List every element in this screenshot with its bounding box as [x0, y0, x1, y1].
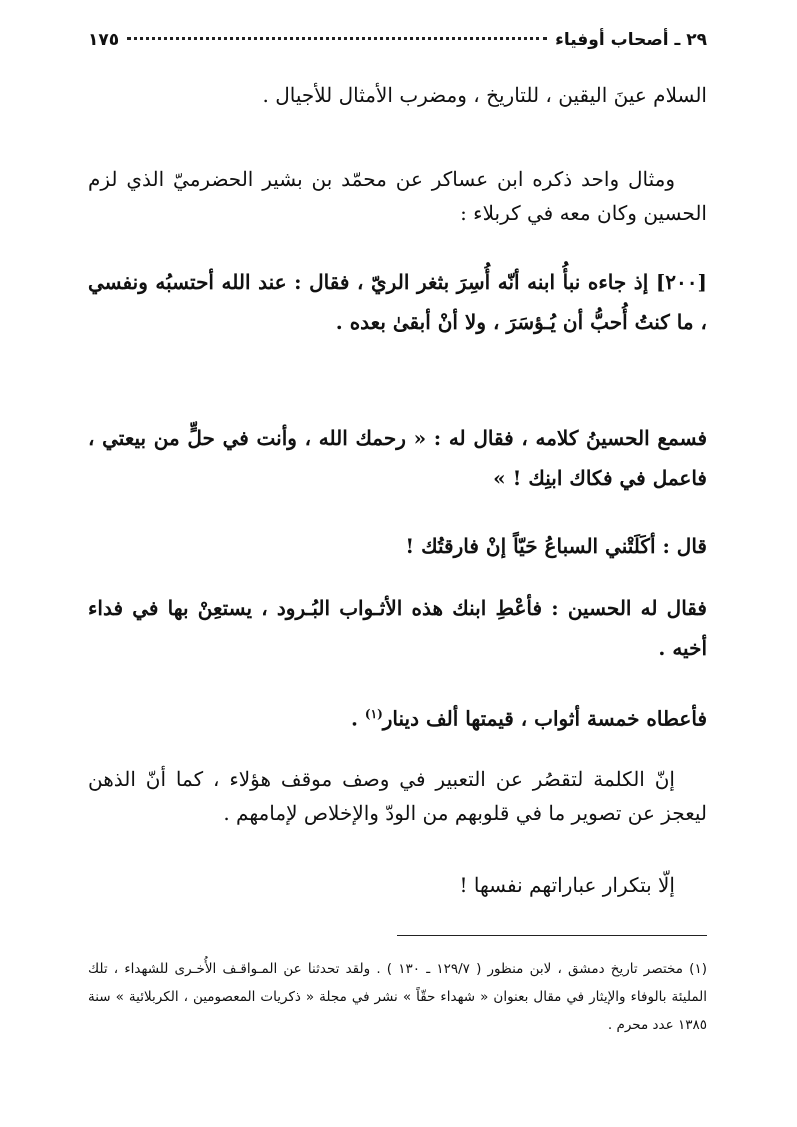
- header-dot-leader: [127, 37, 547, 40]
- quote-five-garments-text: فأعطاه خمسة أثواب ، قيمتها ألف دينار: [382, 706, 707, 731]
- quote-companion-answer: قال : أكَلَتْني السباعُ حَيّاً إنْ فارقتُك !: [405, 534, 707, 558]
- paragraph-example: ومثال واحد ذكره ابن عساكر عن محمّد بن بشير الحضرميّ الذي لزم الحسين وكان معه في كربلاء :: [88, 167, 707, 225]
- quote-hussain-reply: فسمع الحسينُ كلامه ، فقال له : « رحمك الله ، وأنت في حلٍّ من بيعتي ، فاعمل في فكاك ابنِك ! »: [88, 426, 707, 490]
- quote-news-of-son: [٢٠٠] إذ جاءه نبأُ ابنه أنّه أُسِرَ بثغر الريّ ، فقال : عند الله أحتسبُه ونفسي ، ما كنتُ أُحبُّ أن يُـؤسَرَ ، ولا أنْ أبقىٰ بعده .: [88, 270, 707, 334]
- footnote-separator: [397, 935, 707, 936]
- paragraph-closing: إلّا بتكرار عباراتهم نفسها !: [459, 873, 675, 897]
- page-number: ١٧٥: [88, 30, 120, 50]
- paragraph-intro: السلام عينَ اليقين ، للتاريخ ، ومضرب الأمثال للأجيال .: [262, 83, 707, 107]
- paragraph-commentary: إنّ الكلمة لتقصُر عن التعبير في وصف موقف هؤلاء ، كما أنّ الذهن ليعجز عن تصوير ما في قلوبهم من الودّ والإخلاص لإمامهم .: [88, 767, 707, 825]
- quote-hussain-gift: فقال له الحسين : فأعْطِ ابنك هذه الأثـواب البُـرود ، يستعِنْ بها في فداء أخيه .: [88, 596, 707, 660]
- page-header: [88, 30, 707, 50]
- quote-five-garments-end: .: [350, 706, 365, 731]
- footnote-text: (١) مختصر تاريخ دمشق ، لابن منظور ( ١٢٩/٧ ـ ١٣٠ ) . ولقد تحدثنا عن المـواقـف الأُخـرى للشهداء ، تلك المليئة بالوفاء والإيثار في مقال بعنوان « شهداء حقّاً » نشر في مجلة « ذكريات المعصومين ، الكربلائية » سنة ١٣٨٥ عدد محرم .: [88, 961, 707, 1033]
- quote-five-garments: [88, 694, 707, 739]
- chapter-title: ٢٩ ـ أصحاب أوفياء: [555, 30, 707, 50]
- footnote-marker: (١): [364, 707, 383, 721]
